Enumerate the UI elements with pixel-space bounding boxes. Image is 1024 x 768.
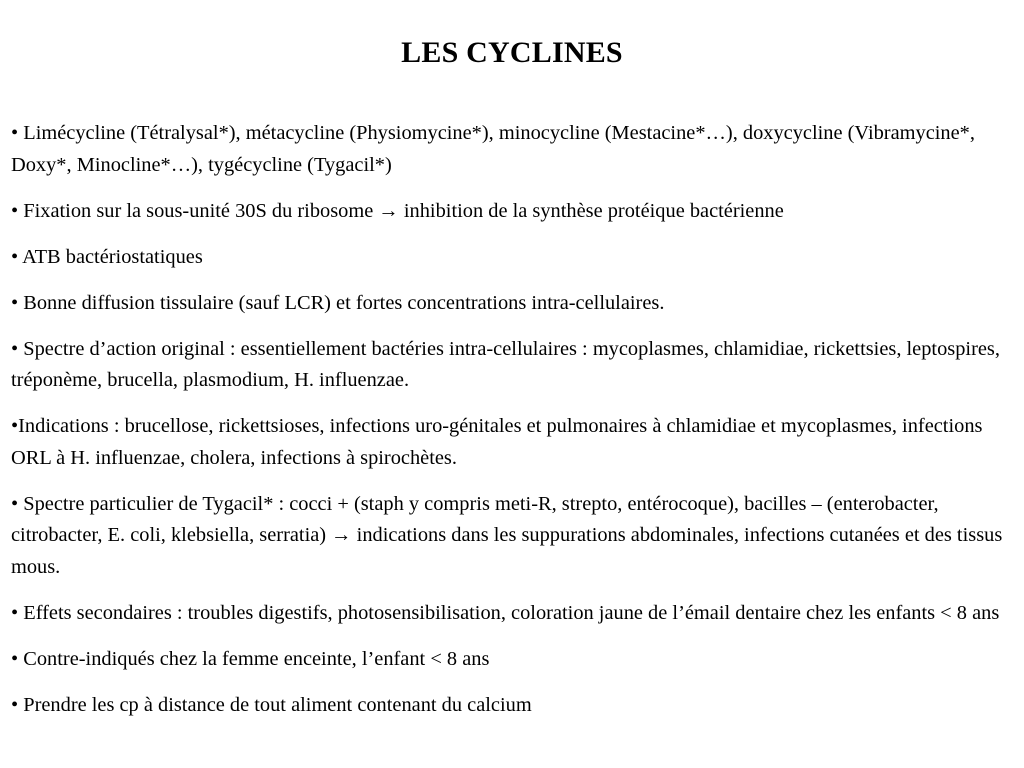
bullet-item-diffusion (11, 288, 1016, 320)
bullet-text: Bonne diffusion tissulaire (sauf LCR) et fortes concentrations intra-cellulaires. (23, 291, 665, 314)
bullet-marker: • (11, 492, 24, 515)
bullet-text: Effets secondaires : troubles digestifs, photosensibilisation, coloration jaune de l’émail dentaire chez les enfants < 8 ans (23, 601, 1000, 624)
bullet-list (11, 118, 1016, 736)
bullet-text: ATB bactériostatiques (22, 245, 203, 268)
bullet-item-molecules (11, 118, 1016, 181)
bullet-item-bacteriostatic (11, 242, 1016, 274)
bullet-text: Prendre les cp à distance de tout aliment contenant du calcium (23, 693, 532, 716)
bullet-marker: • (11, 199, 24, 222)
bullet-item-spectrum (11, 334, 1016, 397)
bullet-marker: • (11, 693, 24, 716)
bullet-item-indications (11, 411, 1016, 474)
slide-title: LES CYCLINES (401, 36, 623, 69)
bullet-item-mechanism (11, 196, 1016, 228)
bullet-text: Limécycline (Tétralysal*), métacycline (Physiomycine*), minocycline (Mestacine*…), doxycycline (Vibramycine*, Doxy*, Minocline*…), tygécycline (Tygacil*) (11, 122, 975, 176)
bullet-marker: • (11, 337, 24, 360)
bullet-marker: • (11, 647, 24, 670)
bullet-item-calcium (11, 690, 1016, 722)
bullet-marker: • (11, 291, 24, 314)
bullet-marker: • (11, 601, 24, 624)
bullet-text: Fixation sur la sous-unité 30S du ribosome → inhibition de la synthèse protéique bactérienne (23, 199, 784, 222)
bullet-text: Spectre d’action original : essentiellement bactéries intra-cellulaires : mycoplasmes, chlamidiae, rickettsies, leptospires, tréponème, brucella, plasmodium, H. influenzae. (11, 337, 1000, 391)
bullet-marker: • (11, 245, 23, 268)
bullet-item-contraindications (11, 644, 1016, 676)
bullet-text: Indications : brucellose, rickettsioses, infections uro-génitales et pulmonaires à chlamidiae et mycoplasmes, infections ORL à H. influenzae, cholera, infections à spirochètes. (11, 415, 983, 469)
bullet-marker: • (11, 122, 24, 144)
bullet-item-side-effects (11, 598, 1016, 630)
bullet-text: Spectre particulier de Tygacil* : cocci + (staph y compris meti-R, strepto, entérocoque), bacilles – (enterobacter, citrobacter, E. coli, klebsiella, serratia) → indications dans les suppurations abdominales, infections cutanées et des tissus mous. (11, 492, 1003, 578)
bullet-text: Contre-indiqués chez la femme enceinte, l’enfant < 8 ans (23, 647, 490, 670)
bullet-marker: • (11, 415, 19, 437)
bullet-item-tygacil (11, 489, 1016, 584)
